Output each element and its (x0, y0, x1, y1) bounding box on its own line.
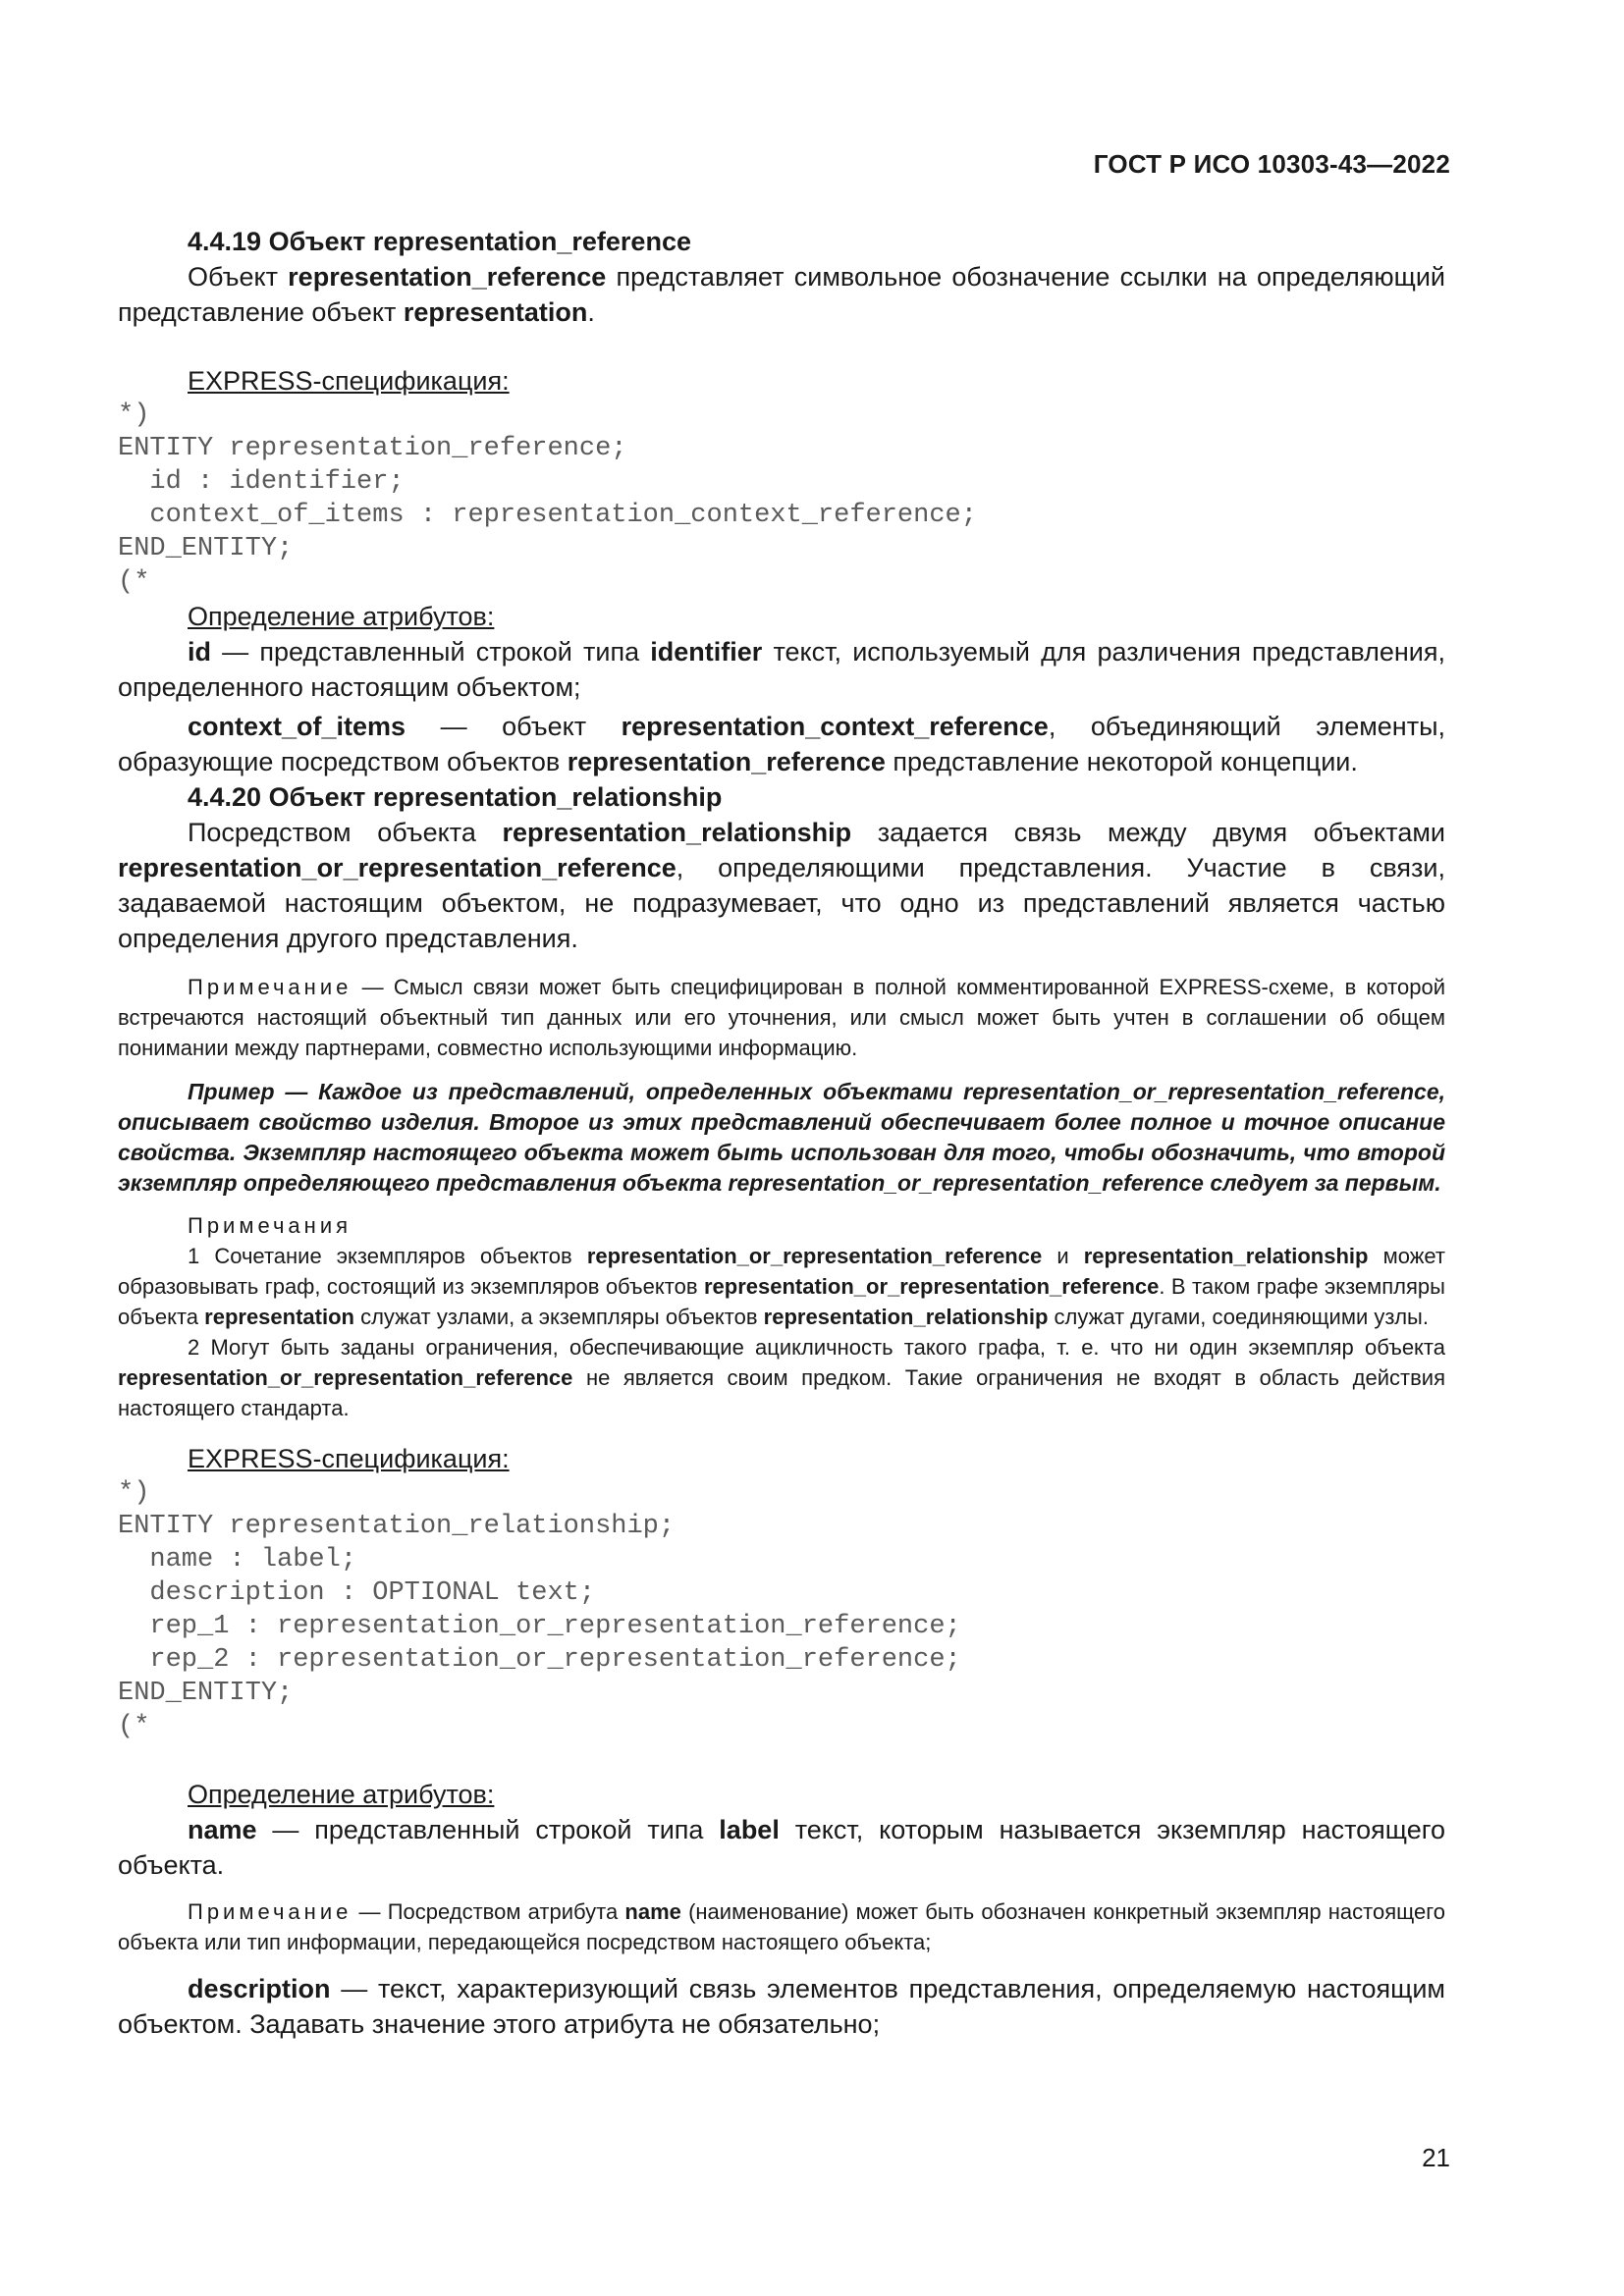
attr-id-definition: id — представленный строкой типа identifier текст, используемый для различения представления, определенного настоящим объектом; (118, 637, 1445, 702)
paragraph-s20-intro: Посредством объекта representation_relationship задается связь между двумя объектами representation_or_representation_reference, определяющими представления. Участие в связи, задаваемой настоящим объектом, не подразумевает, что одно из представлений является частью определения другого представления. (118, 818, 1446, 953)
express-code-block: *) ENTITY representation_reference; id : identifier; context_of_items : representation_context_reference; END_ENTITY; (* (118, 400, 977, 597)
express-spec-label: EXPRESS-спецификация: (188, 366, 510, 396)
note-1: 1 Сочетание экземпляров объектов representation_or_representation_reference и representation_relationship может образовывать граф, состоящий из экземпляров объектов representation_or_representation_reference. В таком графе экземпляры объекта representation служат узлами, а экземпляры объектов representation_relationship служат дугами, соединяющими узлы. (118, 1244, 1445, 1329)
note-paragraph: Примечание — Смысл связи может быть специфицирован в полной комментированной EXPRESS-схеме, в которой встречаются настоящий объектный тип данных или его уточнения, или смысл может быть учтен в соглашении об общем понимании между партнерами, совместно использующими информацию. (118, 975, 1445, 1060)
page-content (118, 224, 1445, 2042)
notes-label: Примечания (188, 1213, 352, 1238)
attr-description-definition: description — текст, характеризующий связь элементов представления, определяемую настоящим объектом. Задавать значение этого атрибута не обязательно; (118, 1974, 1445, 2039)
section-heading-4-4-20: 4.4.20 Объект representation_relationship (188, 782, 723, 812)
note-2: 2 Могут быть заданы ограничения, обеспечивающие ацикличность такого графа, т. е. что ни один экземпляр объекта representation_or_representation_reference не является своим предком. Такие ограничения не входят в область действия настоящего стандарта. (118, 1335, 1445, 1420)
paragraph-s19-intro: Объект representation_reference представляет символьное обозначение ссылки на определяющий представление объект representation. (118, 262, 1445, 327)
attr-context-definition: context_of_items — объект representation_context_reference, объединяющий элементы, образующие посредством объектов representation_reference представление некоторой концепции. (118, 712, 1445, 776)
document-header: ГОСТ Р ИСО 10303-43—2022 (1093, 149, 1450, 179)
express-code-block-2: *) ENTITY representation_relationship; name : label; description : OPTIONAL text; rep_1 : representation_or_representation_reference; rep_2 : representation_or_representation_reference; END_ENTITY; (* (118, 1478, 961, 1741)
attr-name-definition: name — представленный строкой типа label текст, которым называется экземпляр настоящего объекта. (118, 1815, 1445, 1880)
note-name-attribute: Примечание — Посредством атрибута name (наименование) может быть обозначен конкретный экземпляр настоящего объекта или тип информации, передающейся посредством настоящего объекта; (118, 1899, 1446, 1954)
example-paragraph: Пример — Каждое из представлений, определенных объектами representation_or_representation_reference, описывает свойство изделия. Второе из этих представлений обеспечивает более полное и точное описание свойства. Экземпляр настоящего объекта может быть использован для того, чтобы обозначить, что второй экземпляр определяющего представления объекта representation_or_representation_reference следует за первым. (118, 1079, 1445, 1196)
attr-definition-label: Определение атрибутов: (188, 602, 495, 631)
section-heading-4-4-19: 4.4.19 Объект representation_reference (188, 227, 691, 256)
express-spec-label-2: EXPRESS-спецификация: (188, 1444, 510, 1473)
page-number: 21 (1422, 2143, 1450, 2172)
attr-definition-label-2: Определение атрибутов: (188, 1780, 495, 1809)
